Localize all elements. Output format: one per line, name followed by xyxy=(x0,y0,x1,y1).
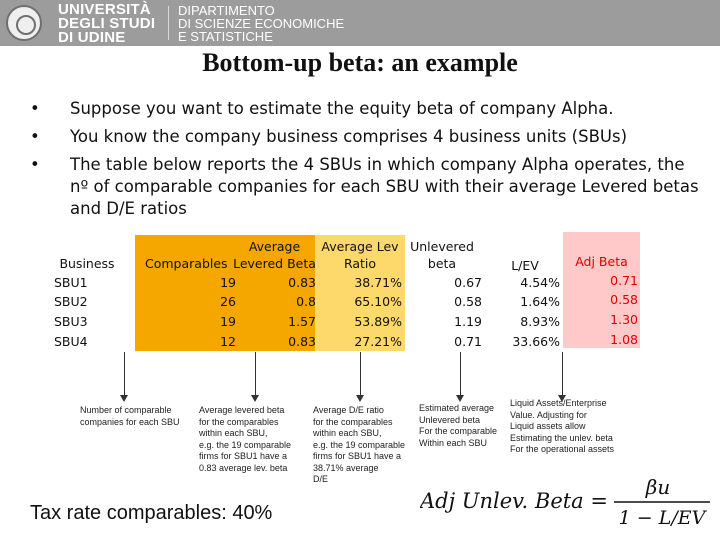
department-line-1: DIPARTIMENTO xyxy=(178,3,275,18)
header-avg-levered-beta-line1: Average xyxy=(248,239,301,254)
bullet-icon: • xyxy=(30,127,40,146)
header-l-ev: L/EV xyxy=(511,258,539,273)
header-adj-beta: Adj Beta xyxy=(575,254,628,269)
cell-adj-beta: 1.08 xyxy=(610,332,638,347)
department-line-2: DI SCIENZE ECONOMICHE xyxy=(178,16,345,31)
formula-denominator: 1 − L/EV xyxy=(618,507,706,529)
university-seal-logo xyxy=(6,5,42,41)
university-name-line-3: DI UDINE xyxy=(58,29,126,46)
bullet-item xyxy=(30,98,700,120)
bullet-text: You know the company business comprises 4 business units (SBUs) xyxy=(70,127,628,146)
cell-avg-lev-ratio: 27.21% xyxy=(354,334,402,349)
bullet-icon: • xyxy=(30,99,40,118)
note-comparables: Number of comparable companies for each SBU xyxy=(80,405,180,427)
cell-l-ev: 33.66% xyxy=(512,334,560,349)
header-unlevered-beta-line1: Unlevered xyxy=(410,239,474,254)
cell-unlevered-beta: 0.67 xyxy=(454,275,482,290)
bullet-text: Suppose you want to estimate the equity beta of company Alpha. xyxy=(70,99,614,118)
header-business: Business xyxy=(59,256,115,271)
note-de-ratio: Average D/E ratio for the comparables within each SBU, e.g. the 19 comparable firms for SBU1 have a 38.71% average D/E xyxy=(313,405,406,484)
arrow-down-icon xyxy=(360,352,361,400)
bullet-item xyxy=(30,154,700,220)
bullet-item xyxy=(30,126,700,148)
header-avg-levered-beta-line2: Levered Beta xyxy=(233,256,316,271)
header-avg-lev-ratio-line1: Average Lev xyxy=(321,239,399,254)
university-name-line-1: UNIVERSITÀ xyxy=(58,1,151,18)
bullet-text: The table below reports the 4 SBUs in which company Alpha operates, the nº of comparable companies for each SBU with their average Levered betas and D/E ratios xyxy=(70,155,699,218)
arrow-down-icon xyxy=(562,352,563,400)
adj-unlev-beta-formula xyxy=(420,470,715,530)
cell-business: SBU1 xyxy=(54,275,88,290)
cell-comparables: 26 xyxy=(220,294,236,309)
arrow-down-icon xyxy=(255,352,256,400)
cell-unlevered-beta: 1.19 xyxy=(454,314,482,329)
cell-adj-beta: 0.58 xyxy=(610,292,638,307)
note-liquid-assets: Liquid Assets/Enterprise Value. Adjusting for Liquid assets allow Estimating the unlev. beta For the operational assets xyxy=(510,398,615,454)
cell-avg-levered-beta: 0.83 xyxy=(288,275,316,290)
header-avg-lev-ratio-line2: Ratio xyxy=(343,256,377,271)
formula-numerator: βu xyxy=(645,475,671,499)
header-divider xyxy=(168,6,169,40)
cell-avg-lev-ratio: 38.71% xyxy=(354,275,402,290)
department-line-3: E STATISTICHE xyxy=(178,29,273,44)
cell-avg-levered-beta: 0.8 xyxy=(296,294,316,309)
bullet-icon: • xyxy=(30,155,40,174)
slide-title: Bottom-up beta: an example xyxy=(202,48,518,77)
cell-business: SBU3 xyxy=(54,314,88,329)
cell-avg-levered-beta: 1.57 xyxy=(288,314,316,329)
formula-lhs: Adj Unlev. Beta = xyxy=(420,489,608,513)
note-unlevered-beta: Estimated average Unlevered beta For the comparable Within each SBU xyxy=(419,403,498,448)
header-comparables: Comparables xyxy=(145,256,228,271)
cell-adj-beta: 1.30 xyxy=(610,312,638,327)
cell-comparables: 19 xyxy=(220,275,236,290)
adj-beta-panel xyxy=(563,232,640,348)
cell-unlevered-beta: 0.71 xyxy=(454,334,482,349)
cell-l-ev: 4.54% xyxy=(520,275,560,290)
cell-l-ev: 1.64% xyxy=(520,294,560,309)
cell-business: SBU2 xyxy=(54,294,88,309)
arrow-down-icon xyxy=(124,352,125,400)
cell-avg-lev-ratio: 53.89% xyxy=(354,314,402,329)
bullet-list xyxy=(30,98,700,220)
header-band xyxy=(0,0,720,46)
cell-avg-lev-ratio: 65.10% xyxy=(354,294,402,309)
arrow-down-icon xyxy=(460,352,461,400)
cell-adj-beta: 0.71 xyxy=(610,273,638,288)
tax-rate-label: Tax rate comparables: 40% xyxy=(30,502,273,524)
header-unlevered-beta-line2: beta xyxy=(427,256,457,271)
cell-comparables: 19 xyxy=(220,314,236,329)
university-name-line-2: DEGLI STUDI xyxy=(58,15,156,32)
cell-avg-levered-beta: 0.83 xyxy=(288,334,316,349)
cell-comparables: 12 xyxy=(220,334,236,349)
cell-business: SBU4 xyxy=(54,334,88,349)
cell-l-ev: 8.93% xyxy=(520,314,560,329)
note-levered-beta: Average levered beta for the comparables within each SBU, e.g. the 19 comparable firms for SBU1 have a 0.83 average lev. beta xyxy=(199,405,292,473)
cell-unlevered-beta: 0.58 xyxy=(454,294,482,309)
